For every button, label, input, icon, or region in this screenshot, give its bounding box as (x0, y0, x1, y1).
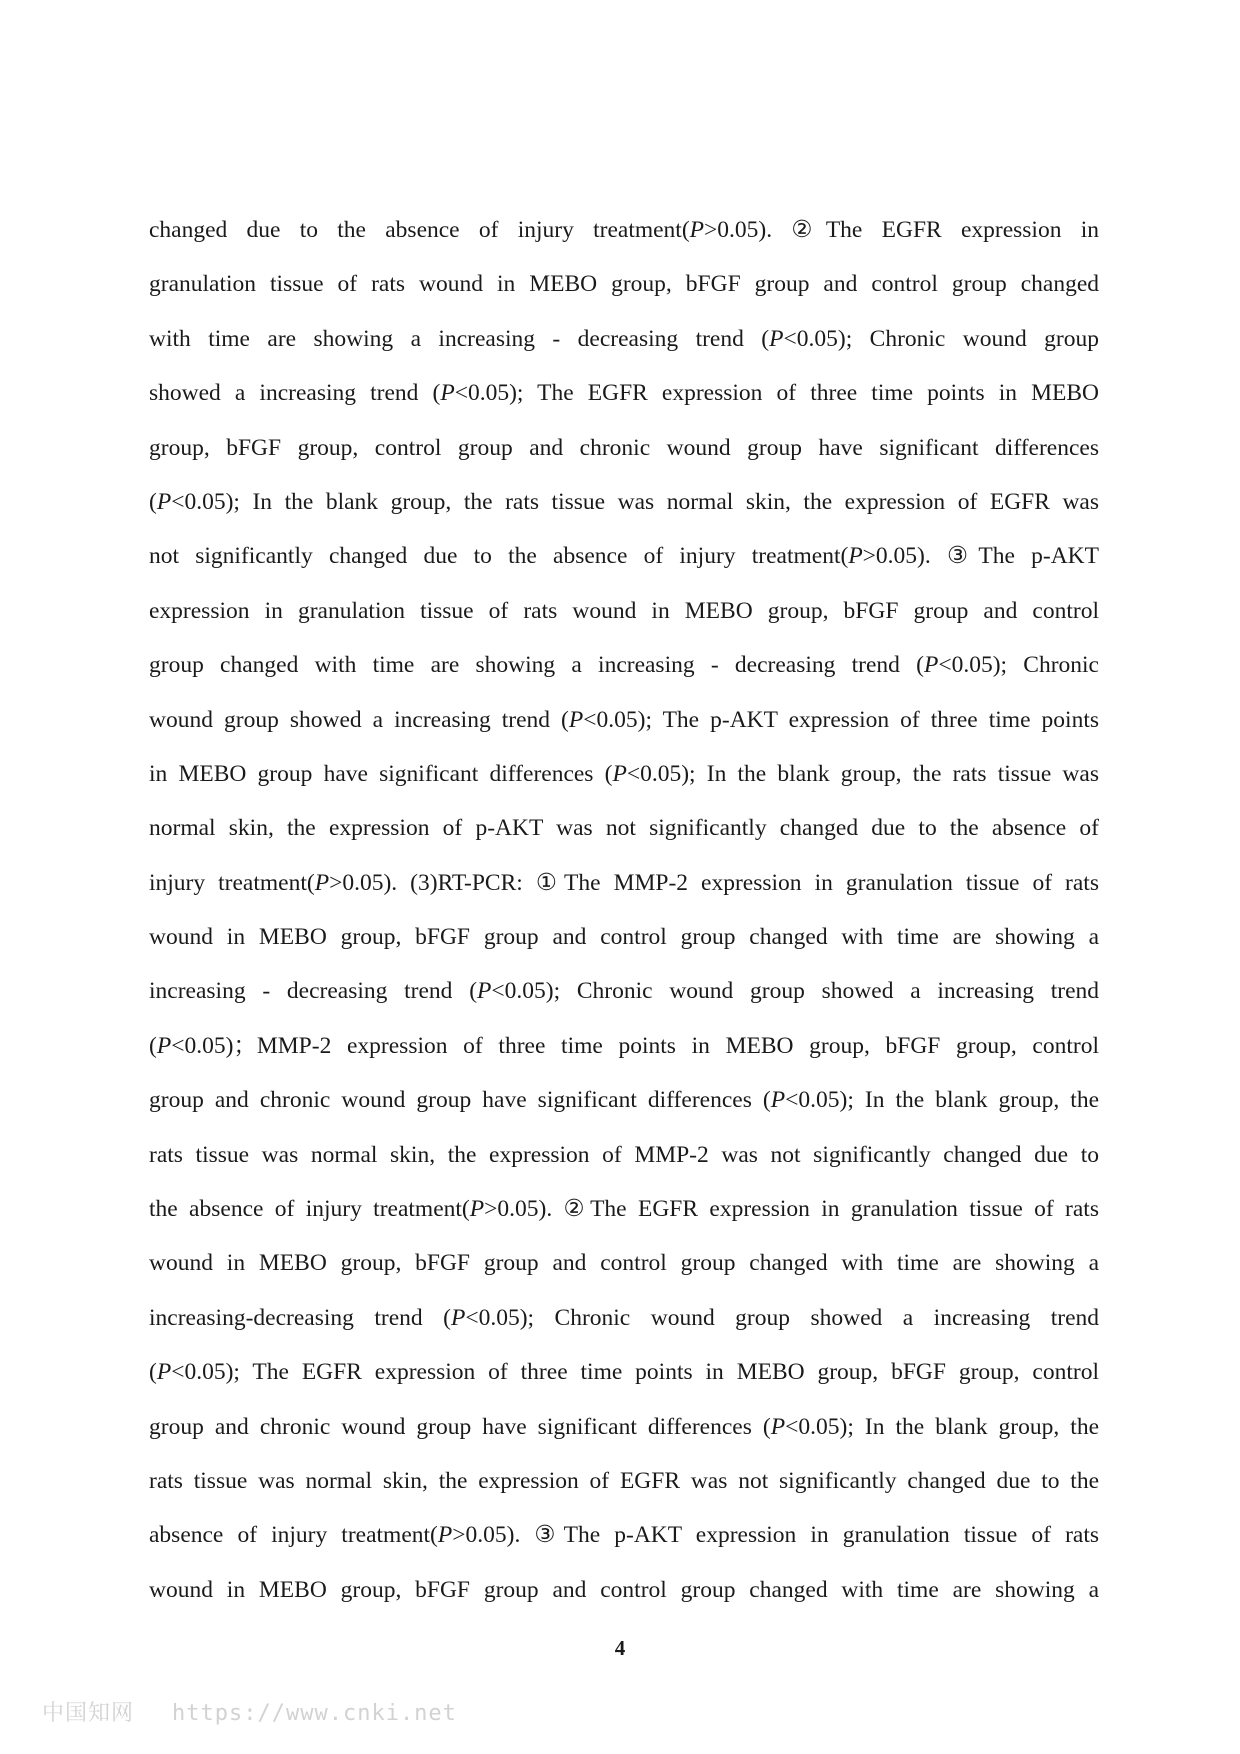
text-line: increasing - decreasing trend (P<0.05); Chronic wound group showed a increasing trend (149, 978, 1099, 1005)
page-number: 4 (614, 1636, 626, 1660)
text-line: showed a increasing trend (P<0.05); The EGFR expression of three time points in MEBO (149, 380, 1099, 407)
text-line: in MEBO group have significant differences (P<0.05); In the blank group, the rats tissue was (149, 760, 1099, 787)
text-line: increasing-decreasing trend (P<0.05); Chronic wound group showed a increasing trend (149, 1304, 1099, 1331)
text-line: absence of injury treatment(P>0.05). ③The p-AKT expression in granulation tissue of rats (149, 1522, 1099, 1549)
text-line: (P<0.05)；MMP-2 expression of three time points in MEBO group, bFGF group, control (149, 1032, 1099, 1059)
text-line: group and chronic wound group have significant differences (P<0.05); In the blank group, the (149, 1087, 1099, 1114)
text-line: changed due to the absence of injury treatment(P>0.05). ②The EGFR expression in (149, 217, 1099, 243)
text-line: expression in granulation tissue of rats wound in MEBO group, bFGF group and control (149, 597, 1099, 624)
watermark-site-name: 中国知网 (42, 1701, 135, 1726)
text-line: normal skin, the expression of p-AKT was not significantly changed due to the absence of (149, 815, 1099, 842)
text-line: wound in MEBO group, bFGF group and control group changed with time are showing a (149, 1576, 1099, 1603)
text-line: group, bFGF group, control group and chronic wound group have significant differences (149, 434, 1099, 461)
text-line: rats tissue was normal skin, the expression of EGFR was not significantly changed due to the (149, 1467, 1099, 1494)
text-line: rats tissue was normal skin, the expression of MMP-2 was not significantly changed due to (149, 1141, 1099, 1168)
watermark-url: https://www.cnki.net (172, 1701, 457, 1726)
body-paragraph (149, 203, 1099, 1617)
text-line: group changed with time are showing a increasing - decreasing trend (P<0.05); Chronic (149, 652, 1099, 679)
text-line: granulation tissue of rats wound in MEBO group, bFGF group and control group changed (149, 271, 1099, 298)
text-line: not significantly changed due to the absence of injury treatment(P>0.05). ③The p-AKT (149, 543, 1099, 570)
text-line: (P<0.05); In the blank group, the rats tissue was normal skin, the expression of EGFR was (149, 488, 1099, 515)
text-line: (P<0.05); The EGFR expression of three time points in MEBO group, bFGF group, control (149, 1359, 1099, 1386)
text-line: the absence of injury treatment(P>0.05). ②The EGFR expression in granulation tissue of rats (149, 1196, 1099, 1223)
cnki-watermark (42, 1696, 457, 1727)
text-line: wound in MEBO group, bFGF group and control group changed with time are showing a (149, 1250, 1099, 1277)
text-line: injury treatment(P>0.05). (3)RT-PCR: ①The MMP-2 expression in granulation tissue of rats (149, 869, 1099, 896)
text-line: wound in MEBO group, bFGF group and control group changed with time are showing a (149, 924, 1099, 951)
text-line: group and chronic wound group have significant differences (P<0.05); In the blank group, the (149, 1413, 1099, 1440)
text-line: wound group showed a increasing trend (P<0.05); The p-AKT expression of three time points (149, 706, 1099, 733)
text-line: with time are showing a increasing - decreasing trend (P<0.05); Chronic wound group (149, 325, 1099, 352)
